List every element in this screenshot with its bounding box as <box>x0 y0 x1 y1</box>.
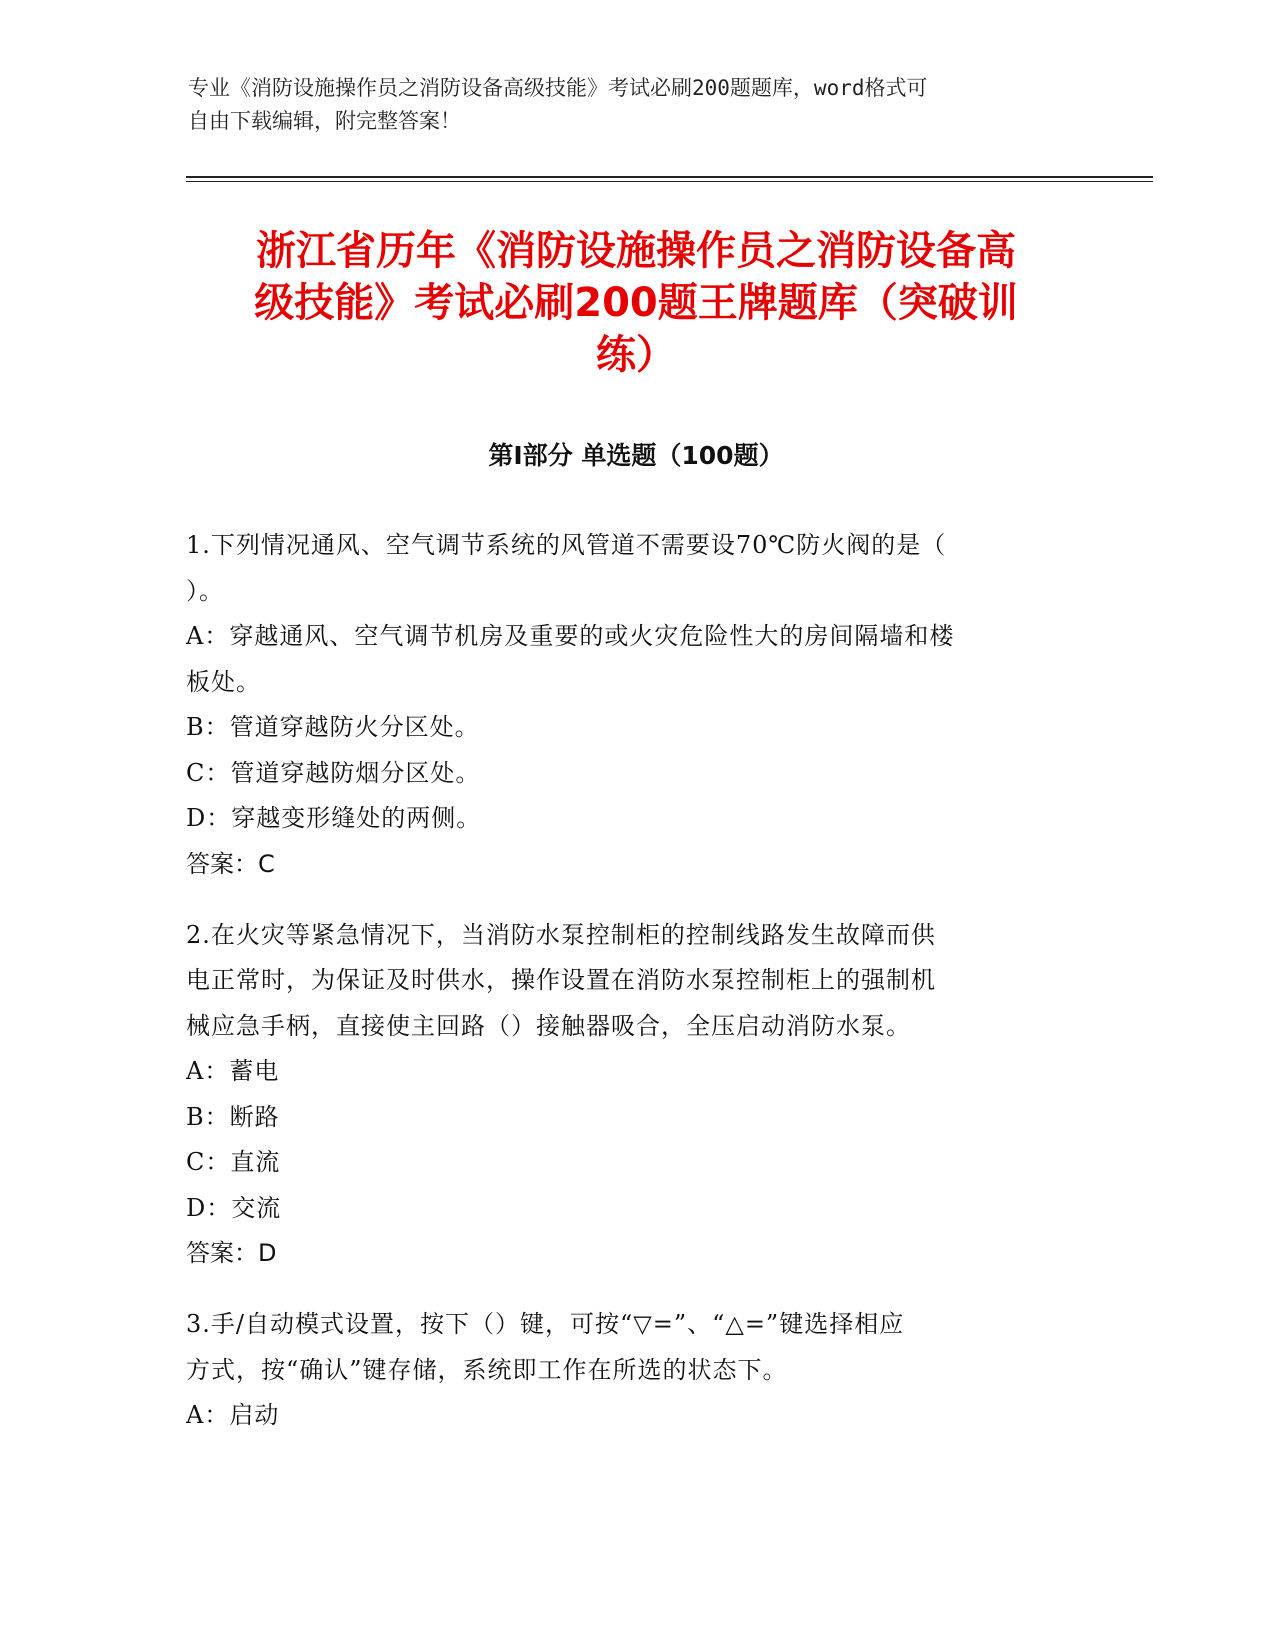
question-2 <box>186 913 1066 1277</box>
option-c: C：管道穿越防烟分区处。 <box>186 758 481 787</box>
header-divider-thick <box>186 176 1153 178</box>
header-divider-thin <box>186 181 1153 182</box>
question-stem-line: 3.手/自动模式设置，按下（）键，可按“▽=”、“△=”键选择相应 <box>186 1310 905 1338</box>
question-1 <box>186 523 1066 887</box>
question-stem-line: 电正常时，为保证及时供水，操作设置在消防水泵控制柜上的强制机 <box>186 966 936 994</box>
header-line: 自由下载编辑，附完整答案！ <box>188 109 461 133</box>
answer: 答案：C <box>186 849 275 878</box>
title-line: 练） <box>596 332 676 378</box>
option-a: A：穿越通风、空气调节机房及重要的或火灾危险性大的房间隔墙和楼 <box>186 622 955 650</box>
option-a: A：启动 <box>186 1401 280 1429</box>
page-header <box>188 72 1088 138</box>
question-3 <box>186 1302 1066 1439</box>
question-list <box>186 523 1066 1465</box>
option-d: D：穿越变形缝处的两侧。 <box>186 804 482 832</box>
option-a: A：蓄电 <box>186 1057 280 1085</box>
option-b: B：断路 <box>186 1102 280 1131</box>
question-stem-line: ）。 <box>186 576 224 605</box>
option-c: C：直流 <box>186 1148 281 1176</box>
question-stem-line: 1.下列情况通风、空气调节系统的风管道不需要设70℃防火阀的是（ <box>186 531 947 559</box>
question-stem-line: 2.在火灾等紧急情况下，当消防水泵控制柜的控制线路发生故障而供 <box>186 920 936 949</box>
option-a-continued: 板处。 <box>186 667 261 696</box>
question-stem-line: 械应急手柄，直接使主回路（）接触器吸合，全压启动消防水泵。 <box>186 1011 911 1040</box>
section-heading: 第I部分 单选题（100题） <box>488 441 784 470</box>
header-line: 专业《消防设施操作员之消防设备高级技能》考试必刷200题题库，word格式可 <box>188 76 928 100</box>
question-stem-line: 方式，按“确认”键存储，系统即工作在所选的状态下。 <box>186 1355 788 1384</box>
option-d: D：交流 <box>186 1193 282 1222</box>
document-title <box>186 225 1086 381</box>
option-b: B：管道穿越防火分区处。 <box>186 713 480 741</box>
answer: 答案：D <box>186 1239 277 1267</box>
title-line: 浙江省历年《消防设施操作员之消防设备高 <box>256 228 1016 274</box>
title-line: 级技能》考试必刷200题王牌题库（突破训 <box>254 280 1018 326</box>
